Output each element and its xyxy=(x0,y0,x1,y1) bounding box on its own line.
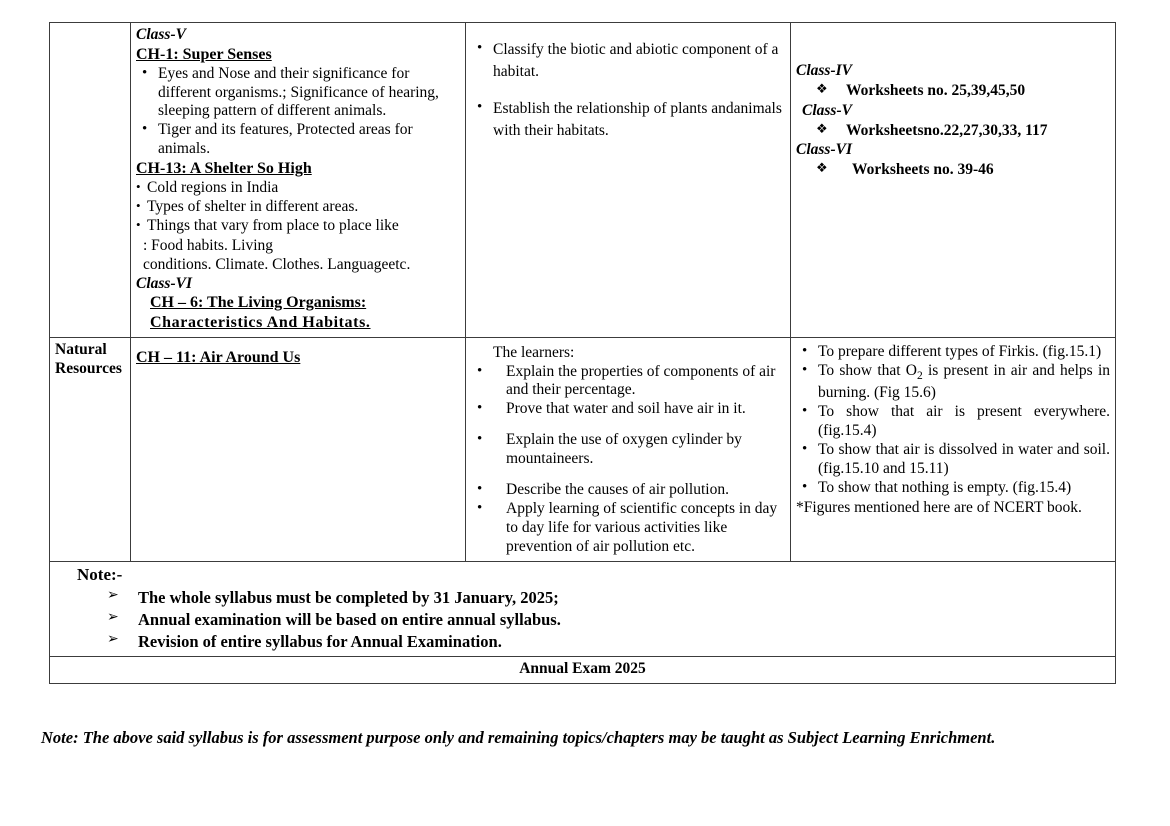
content-cell-row1 xyxy=(131,23,466,338)
learners-list xyxy=(471,363,785,557)
list-item: • To show that nothing is empty. (fig.15.4) xyxy=(796,479,1110,498)
list-item: • Prove that water and soil have air in it. xyxy=(471,400,785,419)
learners-label: The learners: xyxy=(493,344,575,362)
list-item: • Cold regions in India xyxy=(136,179,460,198)
worksheet-list-iv xyxy=(796,81,1110,100)
list-item: • Eyes and Nose and their significance for different organisms.; Significance of hearing, sleeping pattern of different animals. xyxy=(136,65,460,122)
ch13-bullet-list xyxy=(136,179,460,236)
topic-label-row2: Natural Resources xyxy=(55,341,122,377)
exam-label: Annual Exam 2025 xyxy=(50,657,1116,684)
syllabus-table xyxy=(49,22,1116,684)
worksheet-class-label-vi: Class-VI xyxy=(796,141,852,159)
list-item: • Apply learning of scientific concepts in day to day life for various activities like prevention of air pollution etc. xyxy=(471,500,785,557)
subscript-2: 2 xyxy=(917,370,923,383)
chapter-heading-ch11: CH – 11: Air Around Us xyxy=(136,349,301,367)
ch13-extra-line-1: : Food habits. Living xyxy=(143,236,274,254)
ch13-extra-line-2: conditions. Climate. Clothes. Languageetc. xyxy=(143,256,411,274)
learning-outcomes-list xyxy=(471,39,785,143)
topic-cell-row2 xyxy=(50,338,131,562)
activities-cell-row2 xyxy=(791,338,1116,562)
list-item: • To show that air is present everywhere. (fig.15.4) xyxy=(796,403,1110,441)
list-item: ➢ Annual examination will be based on entire annual syllabus. xyxy=(55,609,1110,631)
list-item: ❖ Worksheets no. 25,39,45,50 xyxy=(796,81,1110,100)
topic-cell-row1 xyxy=(50,23,131,338)
ch1-bullet-list xyxy=(136,65,460,160)
table-row xyxy=(50,23,1116,338)
list-item: • Types of shelter in different areas. xyxy=(136,198,460,217)
exam-row xyxy=(50,657,1116,684)
list-item: • Establish the relationship of plants andanimals with their habitats. xyxy=(471,98,785,143)
note-list xyxy=(55,587,1110,652)
list-item: ➢ The whole syllabus must be completed by 31 January, 2025; xyxy=(55,587,1110,609)
list-item: • Classify the biotic and abiotic component of a habitat. xyxy=(471,39,785,84)
activities-list xyxy=(796,343,1110,497)
list-item: • Things that vary from place to place like xyxy=(136,217,460,236)
chapter-heading-ch6-line1: CH – 6: The Living Organisms: xyxy=(150,294,367,312)
list-item: • Explain the use of oxygen cylinder by mountaineers. xyxy=(471,431,785,469)
chapter-heading-ch13: CH-13: A Shelter So High xyxy=(136,160,312,178)
chapter-heading-ch6-line2: Characteristics And Habitats. xyxy=(150,314,371,332)
list-item: • Describe the causes of air pollution. xyxy=(471,481,785,500)
activities-footnote: *Figures mentioned here are of NCERT book. xyxy=(796,498,1082,516)
worksheet-list-v xyxy=(796,121,1110,140)
list-item: • Tiger and its features, Protected areas for animals. xyxy=(136,121,460,159)
worksheet-class-label-iv: Class-IV xyxy=(796,62,852,79)
list-item: • To prepare different types of Firkis. (fig.15.1) xyxy=(796,343,1110,362)
list-item: ❖ Worksheetsno.22,27,30,33, 117 xyxy=(796,121,1110,140)
list-item: ➢ Revision of entire syllabus for Annual Examination. xyxy=(55,631,1110,653)
note-row xyxy=(50,561,1116,657)
class-label-v: Class-V xyxy=(136,26,186,43)
chapter-heading-ch1: CH-1: Super Senses xyxy=(136,45,272,63)
worksheet-class-label-v: Class-V xyxy=(802,101,852,119)
learning-outcomes-cell-row1 xyxy=(466,23,791,338)
note-title: Note:- xyxy=(77,564,123,584)
list-item: • Explain the properties of components of air and their percentage. xyxy=(471,363,785,401)
note-cell xyxy=(50,561,1116,657)
class-label-vi: Class-VI xyxy=(136,274,192,292)
list-item xyxy=(796,160,1110,179)
worksheet-list-vi xyxy=(796,160,1110,179)
table-row xyxy=(50,338,1116,562)
worksheets-cell-row1 xyxy=(791,23,1116,338)
learners-cell-row2 xyxy=(466,338,791,562)
list-item: • To show that air is dissolved in water and soil. (fig.15.10 and 15.11) xyxy=(796,441,1110,479)
worksheet-item-text: Worksheets no. 39-46 xyxy=(852,161,994,179)
list-item: • To show that $O_2$ is present in air and helps in burning. (Fig 15.6) xyxy=(796,362,1110,403)
footer-note: Note: The above said syllabus is for assessment purpose only and remaining topics/chapters may be taught as Subject Learning Enrichment. xyxy=(41,728,996,747)
content-cell-row2 xyxy=(131,338,466,562)
